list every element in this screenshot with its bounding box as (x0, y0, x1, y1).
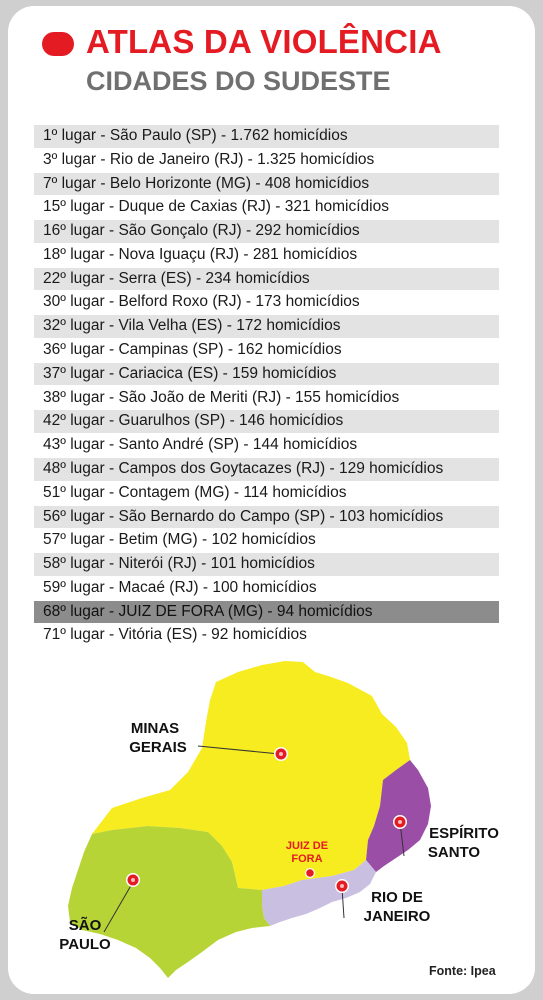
page-subtitle: CIDADES DO SUDESTE (86, 66, 391, 96)
ranking-row: 51º lugar - Contagem (MG) - 114 homicídios (43, 483, 347, 501)
ranking-row: 7º lugar - Belo Horizonte (MG) - 408 homicídios (34, 173, 499, 196)
juiz-de-fora-label-2: FORA (291, 853, 323, 865)
juiz-de-fora-marker (305, 868, 315, 878)
ranking-row: 36º lugar - Campinas (SP) - 162 homicídios (43, 341, 342, 359)
espirito-santo-marker (393, 815, 407, 829)
ranking-row: 3º lugar - Rio de Janeiro (RJ) - 1.325 homicídios (43, 150, 375, 168)
ranking-row: 30º lugar - Belford Roxo (RJ) - 173 homicídios (43, 293, 360, 311)
ranking-row: 56º lugar - São Bernardo do Campo (SP) - 103 homicídios (34, 506, 499, 529)
ranking-row: 48º lugar - Campos dos Goytacazes (RJ) - 129 homicídios (34, 458, 499, 481)
ranking-row: 22º lugar - Serra (ES) - 234 homicídios (34, 268, 499, 291)
juiz-de-fora-label-1: JUIZ DE (285, 840, 329, 852)
sao-paulo-label-2: PAULO (59, 936, 111, 953)
ranking-row: 18º lugar - Nova Iguaçu (RJ) - 281 homicídios (43, 245, 358, 263)
espirito-santo-label-1: ESPÍRITO (429, 825, 499, 842)
ranking-row: 37º lugar - Cariacica (ES) - 159 homicídios (34, 363, 499, 386)
ranking-row: 68º lugar - JUIZ DE FORA (MG) - 94 homicídios (34, 601, 499, 624)
ranking-row: 1º lugar - São Paulo (SP) - 1.762 homicídios (34, 125, 499, 148)
page-title: ATLAS DA VIOLÊNCIA (86, 23, 442, 60)
ranking-row: 43º lugar - Santo André (SP) - 144 homicídios (43, 436, 358, 454)
source-credit: Fonte: Ipea (429, 964, 496, 978)
ranking-row: 71º lugar - Vitória (ES) - 92 homicídios (43, 626, 307, 644)
ranking-row: 38º lugar - São João de Meriti (RJ) - 155 homicídios (43, 388, 400, 406)
ranking-row: 16º lugar - São Gonçalo (RJ) - 292 homicídios (34, 220, 499, 243)
sao-paulo-marker (126, 873, 140, 887)
ranking-row: 15º lugar - Duque de Caxias (RJ) - 321 homicídios (43, 198, 389, 216)
rio-de-janeiro-label-1: RIO DE (371, 889, 423, 906)
minas-gerais-label-1: MINAS (130, 720, 180, 737)
ranking-row: 59º lugar - Macaé (RJ) - 100 homicídios (43, 578, 317, 596)
ranking-row: 57º lugar - Betim (MG) - 102 homicídios (43, 531, 316, 549)
rio-de-janeiro-marker (335, 879, 349, 893)
minas-gerais-label-2: GERAIS (129, 739, 187, 756)
ranking-row: 42º lugar - Guarulhos (SP) - 146 homicídios (34, 410, 499, 433)
ranking-row: 32º lugar - Vila Velha (ES) - 172 homicídios (34, 315, 499, 338)
espirito-santo-label-2: SANTO (427, 844, 481, 861)
ranking-row: 58º lugar - Niterói (RJ) - 101 homicídios (34, 553, 499, 576)
rio-de-janeiro-label-2: JANEIRO (363, 908, 431, 925)
minas-gerais-marker (274, 747, 288, 761)
sao-paulo-label-1: SÃO (68, 917, 102, 934)
